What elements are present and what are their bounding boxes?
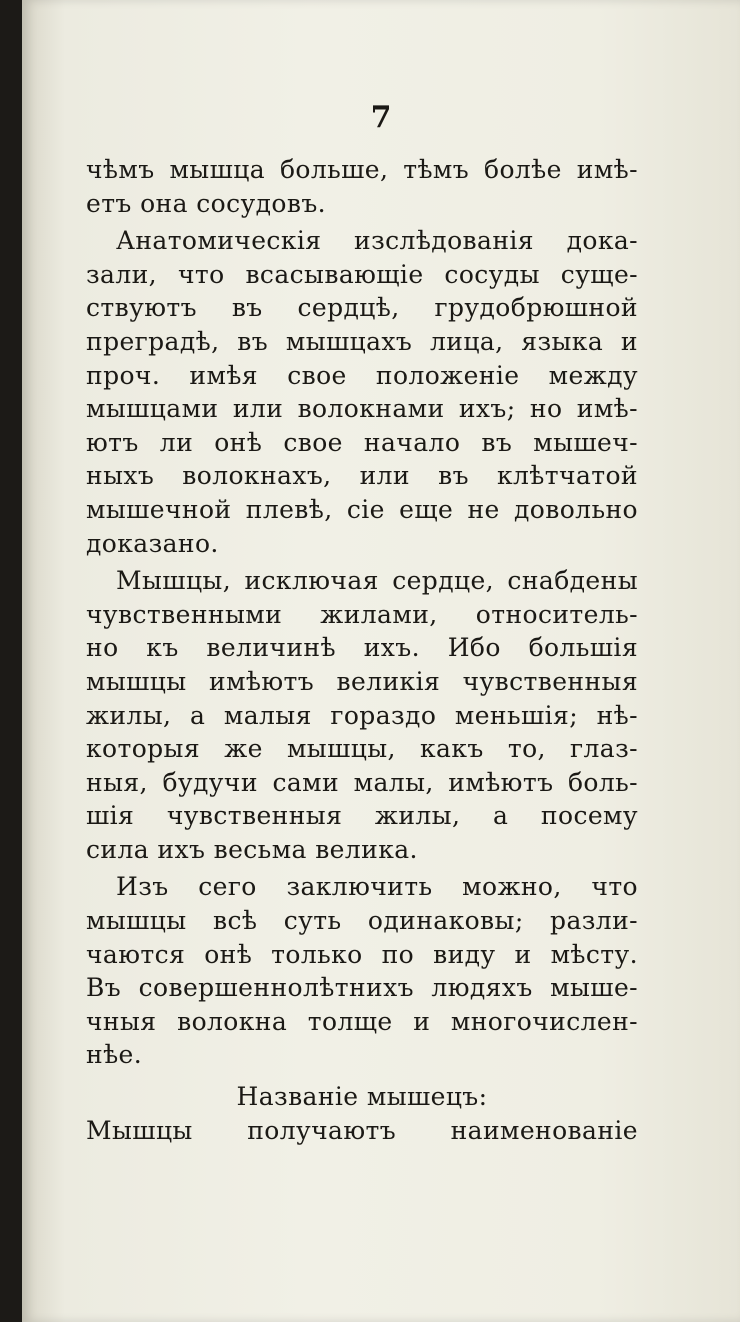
text-line: мышечной плевѣ, сіе еще не довольно	[86, 494, 638, 524]
text-line: ныя, будучи сами малы, имѣютъ боль-	[86, 767, 638, 797]
text-line: чувственными жилами, относитель-	[86, 599, 638, 629]
text-line: чаются онѣ только по виду и мѣсту.	[86, 939, 638, 969]
text-line: жилы, а малыя гораздо меньшія; нѣ-	[86, 700, 638, 730]
text-line: етъ она сосудовъ.	[86, 188, 326, 218]
text-line: проч. имѣя свое положеніе между	[86, 360, 638, 390]
text-line: ютъ ли онѣ свое начало въ мышеч-	[86, 427, 638, 457]
body-text	[86, 153, 638, 1147]
text-line: нѣе.	[86, 1040, 143, 1070]
text-line: которыя же мышцы, какъ то, глаз-	[86, 734, 638, 764]
text-line: ствуютъ въ сердцѣ, грудобрюшной	[86, 293, 638, 323]
text-line: сила ихъ весьма велика.	[86, 834, 418, 864]
text-line: мышцы всѣ суть одинаковы; разли-	[86, 906, 638, 936]
text-line: Мышцы, исключая сердце, снабдены	[116, 566, 638, 596]
text-line: мышцы имѣютъ великія чувственныя	[86, 666, 638, 696]
text-line: доказано.	[86, 528, 219, 558]
section-heading: Названіе мышецъ:	[236, 1082, 488, 1112]
text-line: мышцами или волокнами ихъ; но имѣ-	[86, 394, 638, 424]
text-line: чѣмъ мышца больше, тѣмъ болѣе имѣ-	[86, 155, 638, 184]
text-line: шія чувственныя жилы, а посему	[86, 801, 638, 831]
text-line: Изъ сего заключить можно, что	[116, 872, 638, 902]
book-page	[22, 0, 740, 1322]
text-line: Въ совершеннолѣтнихъ людяхъ мыше-	[86, 973, 638, 1003]
text-line: чныя волокна толще и многочислен-	[86, 1006, 638, 1036]
text-line: Анатомическія изслѣдованія дока-	[116, 226, 638, 256]
text-line: преградѣ, въ мышцахъ лица, языка и	[86, 326, 638, 356]
text-line: ныхъ волокнахъ, или въ клѣтчатой	[86, 461, 638, 491]
text-line: но къ величинѣ ихъ. Ибо большія	[86, 633, 638, 663]
text-line: зали, что всасывающіе сосуды суще-	[86, 259, 638, 289]
page-number: 7	[370, 100, 392, 135]
text-line: Мышцы получаютъ наименованіе	[86, 1115, 638, 1145]
